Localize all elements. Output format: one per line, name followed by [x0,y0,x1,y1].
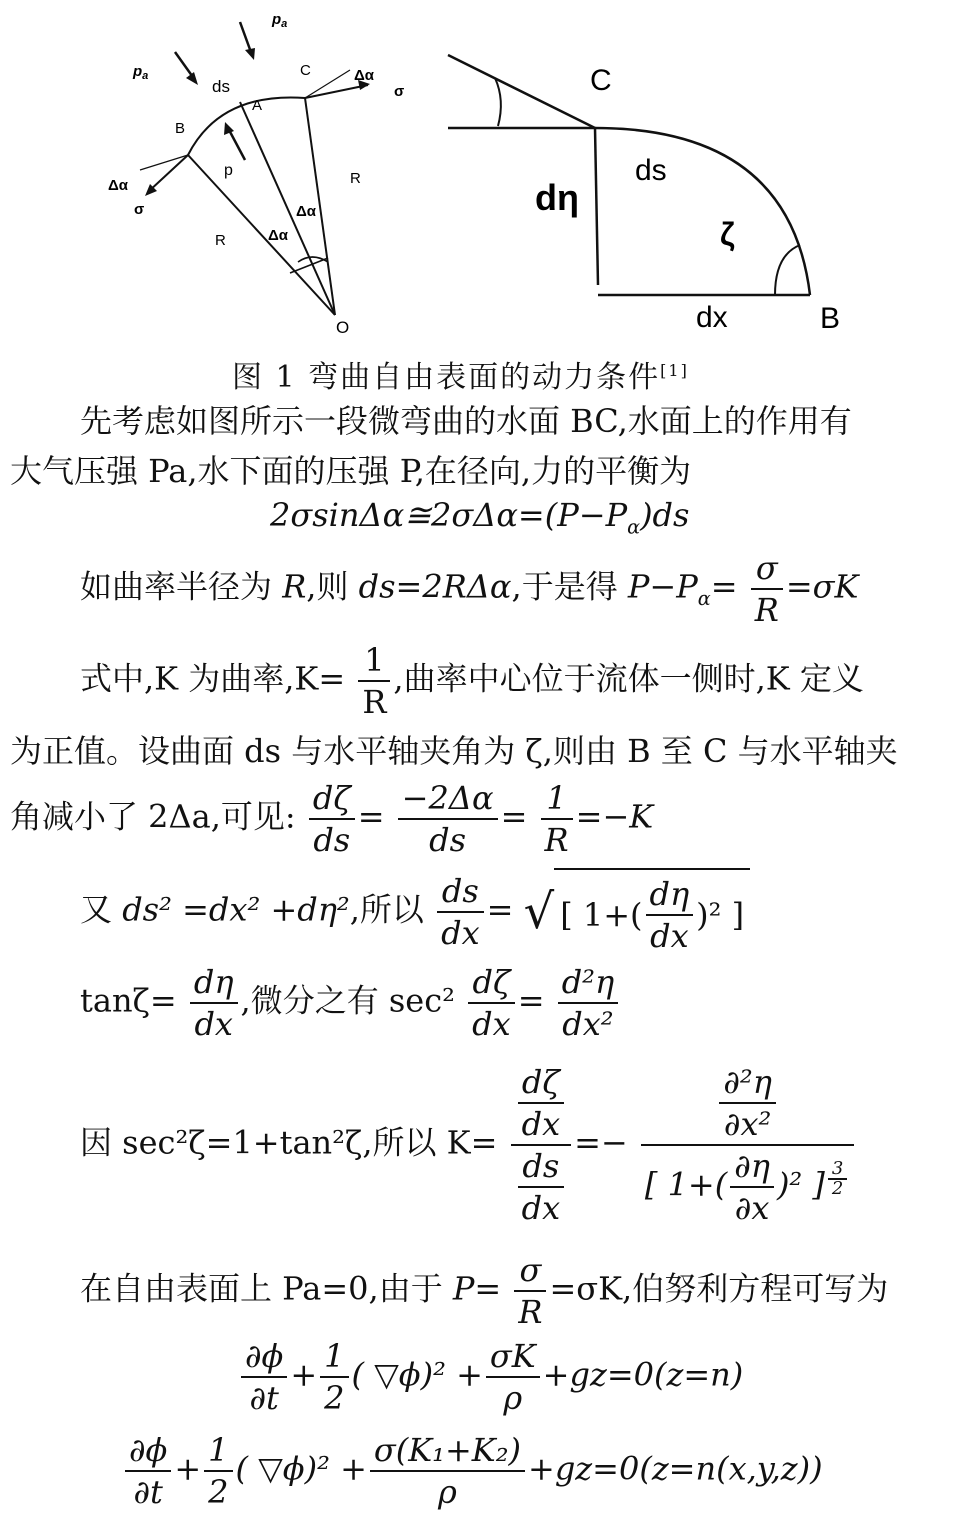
equation-bernoulli-2: $\frac{\partial\phi}{\partial t}$ + $\frac{1}{2}$ ( ▽ϕ)² + $\frac{\text{σ(K₁+K₂)}}{\rho}$ +gz=0(z=n(x,y,z)) [122,1430,823,1512]
angle-arc-o [298,257,328,262]
equation-bernoulli-1: $\frac{\partial\phi}{\partial t}$ + $\frac{1}{2}$ ( ▽ϕ)² + $\frac{\sigma K}{\rho}$ +gz=0(z=n) [238,1336,743,1418]
label-zeta: ζ [720,216,735,252]
label-b: B [175,120,186,137]
label-b-right: B [820,302,841,335]
label-pa-left: $p_a$ [133,63,149,82]
line-zeta: 为正值。设曲面 ds 与水平轴夹角为 ζ,则由 B 至 C 与水平轴夹 [10,732,898,770]
curved-surface-arc [188,97,305,155]
label-dalpha-mid1: Δα [296,203,317,220]
label-ds-right: ds [635,154,667,187]
label-pa-top: $p_a$ [272,11,288,30]
line-sec-k: 因 sec²ζ=1+tan²ζ,所以 K= $\frac{\frac{d\zeta}{dx}}{\frac{ds}{dx}}$ =− $\frac{\text{∂²η}}{\text{∂x²}}$ [ 1+( $\frac{\partial\eta}{\partial x}$ )² ] $^{\frac{3}{2}}$ [80,1062,857,1228]
label-sigma-left: σ [134,201,145,218]
label-dx-right: dx [696,301,728,334]
label-p: p [224,162,233,179]
line-ds-squared: 又 ds² =dx² +dη²,所以 $\frac{ds}{dx}$ = √ [ 1+( $\frac{d\eta}{dx}$ )² ] [80,868,750,956]
label-ds: ds [212,77,230,96]
para1-line2: 大气压强 Pa,水下面的压强 P,在径向,力的平衡为 [10,452,692,490]
label-sigma-right: σ [394,83,405,100]
figure-caption: 图 1 弯曲自由表面的动力条件[1] [232,360,689,395]
tangent-line [448,55,595,128]
label-dalpha-mid2: Δα [268,227,289,244]
line-tan-zeta: tanζ= $\frac{d\eta}{dx}$ ,微分之有 sec² $\frac{d\zeta}{dx}$ = $\frac{\text{d²η}}{\text{dx²}}$ [80,962,621,1044]
label-o: O [336,318,350,337]
label-dalpha-left: Δα [108,177,129,194]
vertical-line-deta [595,128,598,285]
line-dzeta: 角减小了 2Δa,可见: $\frac{d\zeta}{ds}$ = $\frac{-2\Delta\alpha}{ds}$ = $\frac{1}{R}$ =−K [10,779,654,859]
fraction-one-over-r: $\frac{1}{R}$ [358,640,390,722]
radius-ob [188,155,335,315]
line-curvature-k: 式中,K 为曲率,K= $\frac{1}{R}$ ,曲率中心位于流体一侧时,K 定义 [80,641,864,721]
label-r-right: R [350,170,361,187]
label-deta: dη [535,177,579,218]
label-a: A [252,97,263,114]
figure-left [100,0,440,345]
fraction-sigma-over-r: $\frac{\sigma}{R}$ [751,548,783,630]
compound-fraction: $\frac{\frac{d\zeta}{dx}}{\frac{ds}{dx}}$ [511,1062,572,1228]
sigma-arrow-left [148,155,188,192]
equation-force-balance: $2\sigma\sin\Delta\alpha≅2\sigma\Delta\alpha=(P-P_\alpha)ds$ [270,496,690,539]
label-c: C [300,62,311,79]
label-c-right: C [590,64,612,97]
line-free-surface: 在自由表面上 Pa=0,由于 P= $\frac{\sigma}{R}$ =σK,伯努利方程可写为 [80,1251,889,1331]
label-dalpha-right: Δα [354,67,375,84]
label-r-left: R [215,232,226,249]
square-root: √ [ 1+( $\frac{d\eta}{dx}$ )² ] [524,868,751,956]
curvature-formula: $\frac{\text{∂²η}}{\text{∂x²}}$ [ 1+( $\frac{\partial\eta}{\partial x}$ )² ] $^{\frac{3}{2}}$ [641,1062,854,1228]
angle-arc-b [775,245,800,295]
caption-ref: [1] [660,361,689,380]
radius-mid [285,258,300,260]
para1-line1: 先考虑如图所示一段微弯曲的水面 BC,水面上的作用有 [80,402,852,440]
figure-right [440,40,860,340]
line-curvature-radius: 如曲率半径为 R,则 ds=2RΔα,于是得 $P-P_\alpha=$ $\frac{\sigma}{R}$ =σK [80,549,859,629]
angle-arc-c [495,78,501,126]
p-arrow [228,128,245,160]
radius-inner-2 [290,258,328,273]
